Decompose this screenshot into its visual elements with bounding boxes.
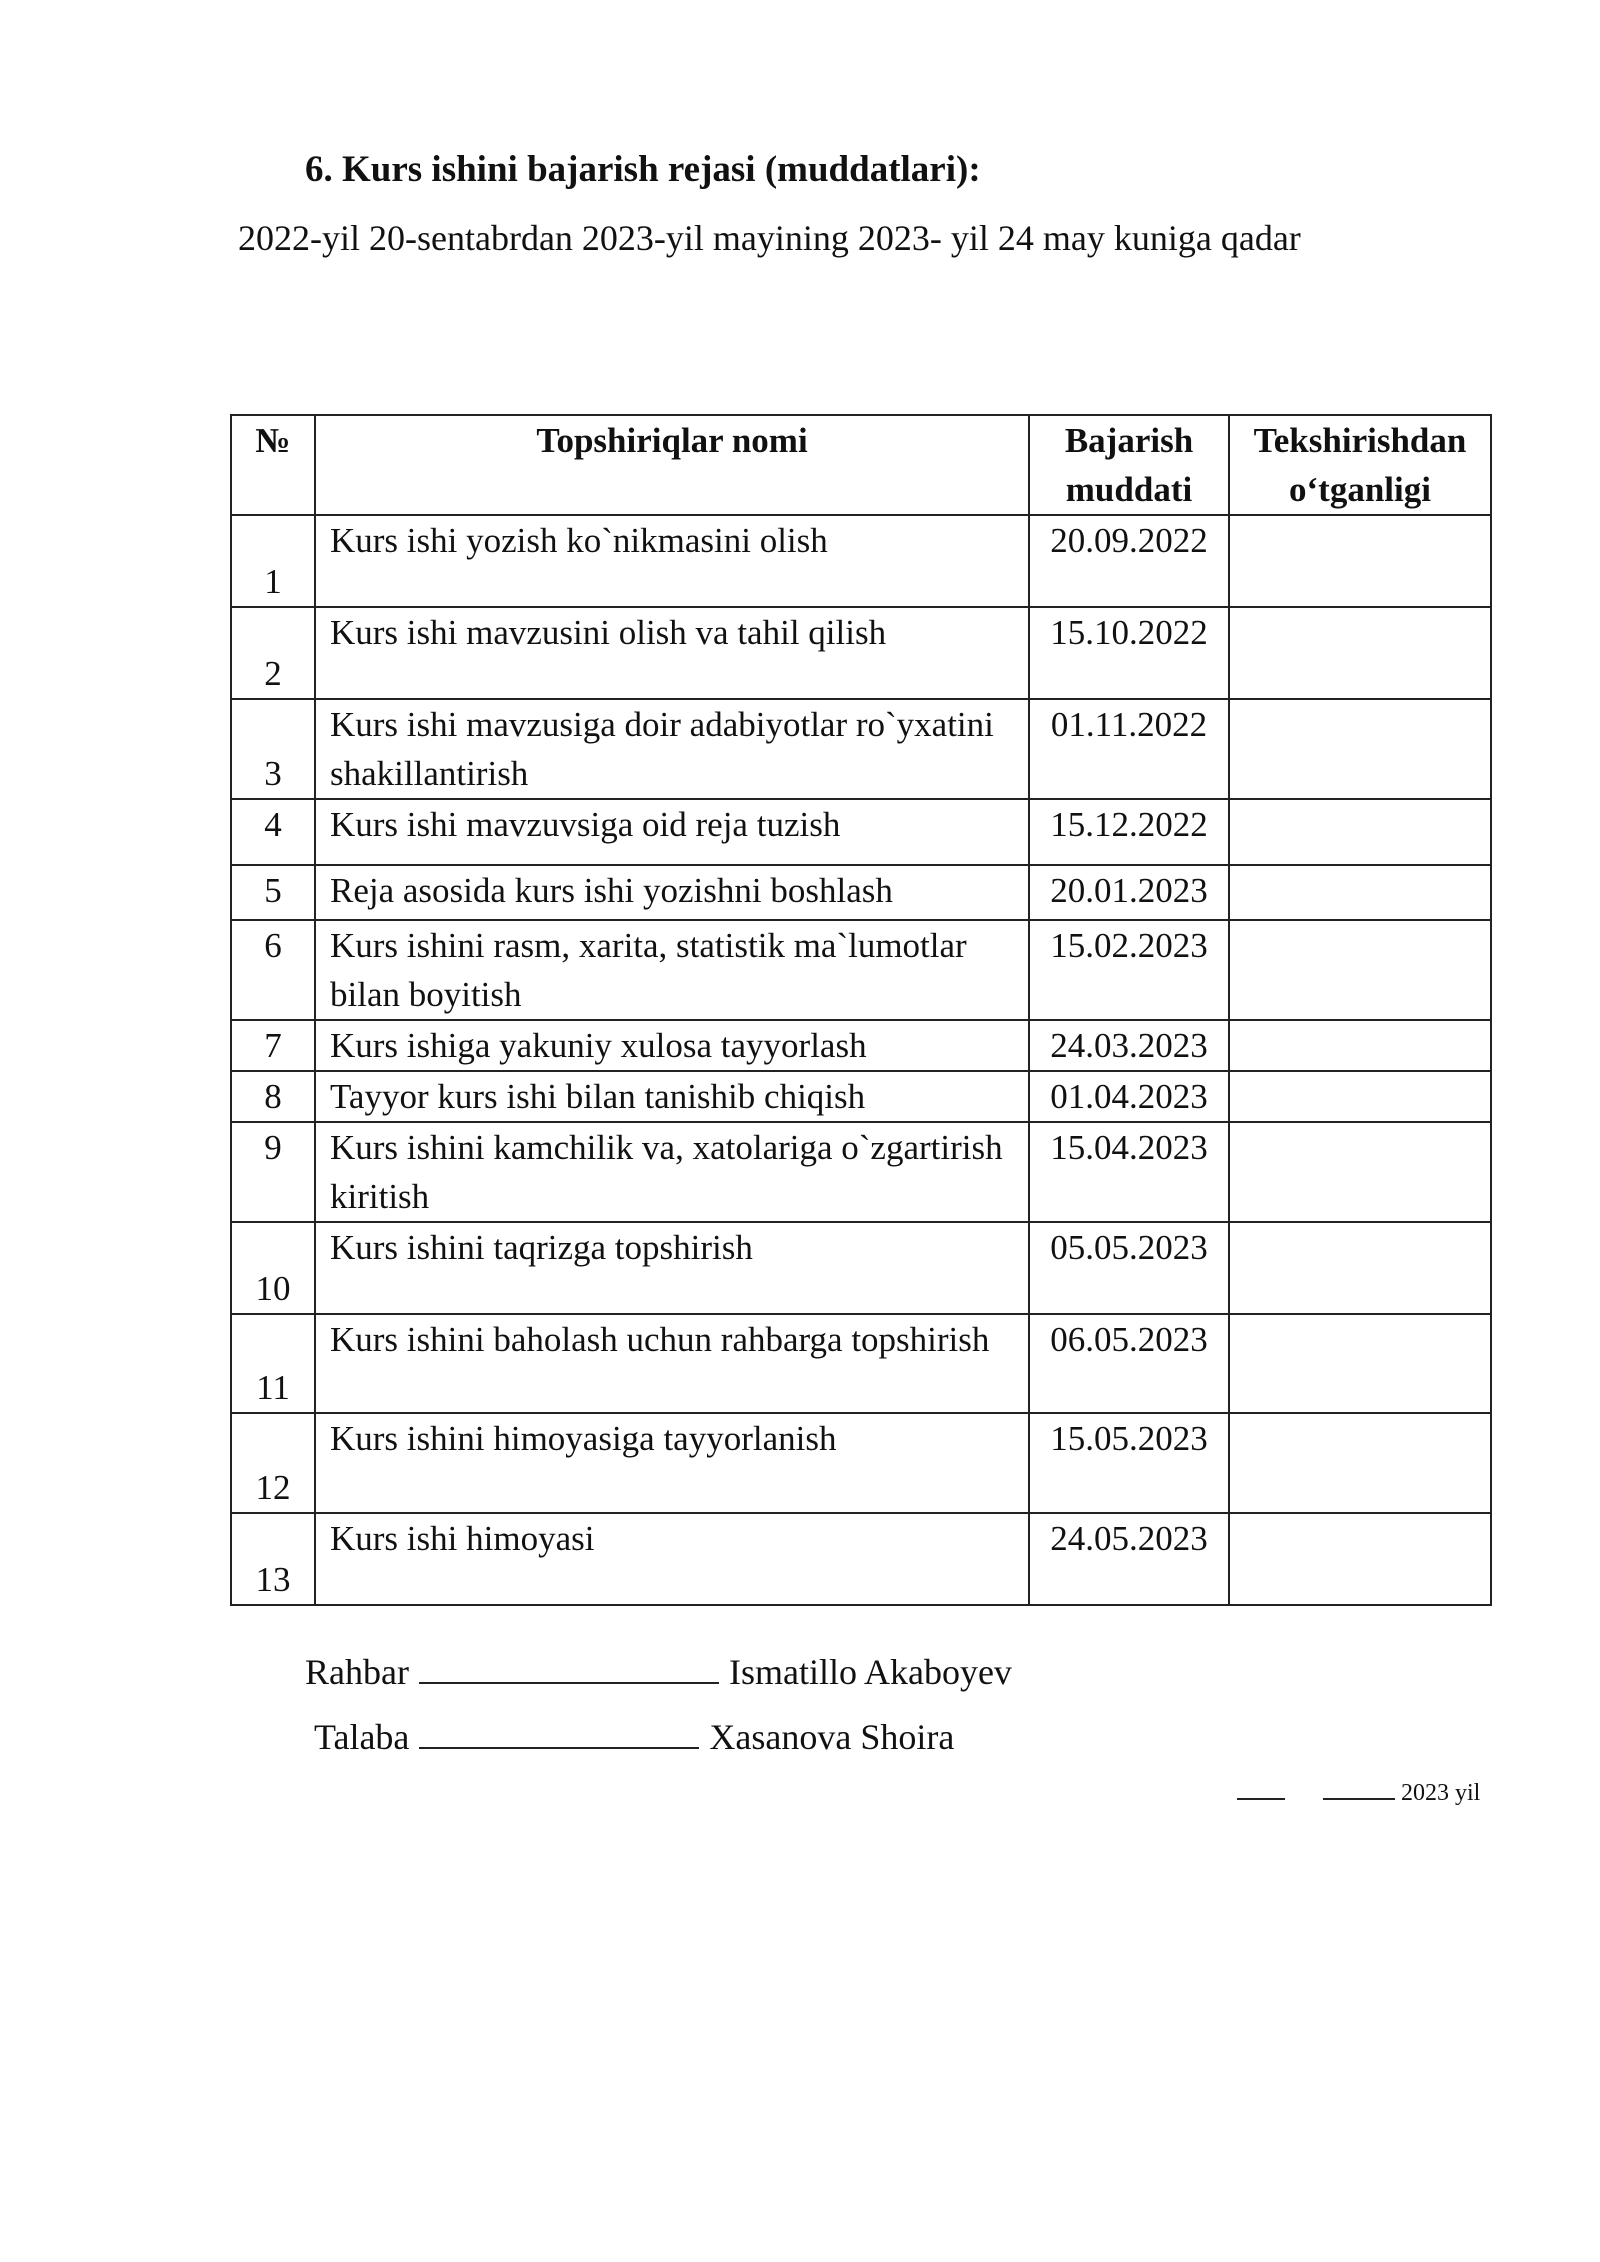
section-heading: 6. Kurs ishini bajarish rejasi (muddatlari): <box>305 149 981 190</box>
row-deadline: 15.10.2022 <box>1029 607 1229 699</box>
row-number: 13 <box>231 1513 315 1605</box>
row-deadline: 01.04.2023 <box>1029 1071 1229 1122</box>
table-row <box>231 920 1491 1020</box>
header-deadline <box>1029 415 1229 515</box>
row-task-name: Kurs ishini baholash uchun rahbarga topshirish <box>315 1314 1029 1413</box>
plan-table <box>230 414 1492 1606</box>
row-number: 3 <box>231 699 315 799</box>
header-checked <box>1229 415 1491 515</box>
header-checked-line2: o‘tganligi <box>1289 470 1431 509</box>
row-number: 5 <box>231 865 315 920</box>
row-checked <box>1229 1314 1491 1413</box>
row-deadline: 24.03.2023 <box>1029 1020 1229 1071</box>
row-checked <box>1229 1513 1491 1605</box>
row-deadline: 15.04.2023 <box>1029 1122 1229 1222</box>
table-row <box>231 865 1491 920</box>
row-deadline: 06.05.2023 <box>1029 1314 1229 1413</box>
row-number: 12 <box>231 1413 315 1513</box>
row-task-name: Kurs ishi himoyasi <box>315 1513 1029 1605</box>
table-row <box>231 1413 1491 1513</box>
row-deadline: 15.02.2023 <box>1029 920 1229 1020</box>
table-row <box>231 1020 1491 1071</box>
table-row <box>231 1122 1491 1222</box>
row-number: 7 <box>231 1020 315 1071</box>
row-checked <box>1229 699 1491 799</box>
table-row <box>231 699 1491 799</box>
row-checked <box>1229 1413 1491 1513</box>
row-deadline: 15.05.2023 <box>1029 1413 1229 1513</box>
row-task-name: Kurs ishini kamchilik va, xatolariga o`zgartirish kiritish <box>315 1122 1029 1222</box>
row-checked <box>1229 1222 1491 1314</box>
row-checked <box>1229 1020 1491 1071</box>
row-deadline: 15.12.2022 <box>1029 799 1229 865</box>
row-checked <box>1229 515 1491 607</box>
student-label: Talaba <box>314 1717 410 1757</box>
row-checked <box>1229 865 1491 920</box>
student-signature-line <box>314 1713 954 1758</box>
supervisor-signature-line <box>305 1648 1012 1693</box>
row-task-name: Kurs ishi mavzuvsiga oid reja tuzish <box>315 799 1029 865</box>
year-text: 2023 yil <box>1401 1780 1481 1806</box>
row-deadline: 20.01.2023 <box>1029 865 1229 920</box>
row-checked <box>1229 1071 1491 1122</box>
header-task-name: Topshiriqlar nomi <box>315 415 1029 515</box>
table-header-row <box>231 415 1491 515</box>
row-deadline: 24.05.2023 <box>1029 1513 1229 1605</box>
row-checked <box>1229 920 1491 1020</box>
row-task-name: Kurs ishini himoyasiga tayyorlanish <box>315 1413 1029 1513</box>
table-row <box>231 799 1491 865</box>
row-deadline: 01.11.2022 <box>1029 699 1229 799</box>
table-row <box>231 515 1491 607</box>
row-checked <box>1229 1122 1491 1222</box>
table-row <box>231 1314 1491 1413</box>
row-number: 8 <box>231 1071 315 1122</box>
table-row <box>231 1071 1491 1122</box>
row-task-name: Reja asosida kurs ishi yozishni boshlash <box>315 865 1029 920</box>
row-task-name: Kurs ishini taqrizga topshirish <box>315 1222 1029 1314</box>
row-deadline: 20.09.2022 <box>1029 515 1229 607</box>
row-checked <box>1229 799 1491 865</box>
row-task-name: Kurs ishi yozish ko`nikmasini olish <box>315 515 1029 607</box>
row-number: 9 <box>231 1122 315 1222</box>
period-text: 2022-yil 20-sentabrdan 2023-yil mayining 2023- yil 24 may kuniga qadar <box>238 218 1301 258</box>
row-task-name: Kurs ishini rasm, xarita, statistik ma`lumotlar bilan boyitish <box>315 920 1029 1020</box>
header-checked-line1: Tekshirishdan <box>1253 421 1467 460</box>
row-task-name: Kurs ishi mavzusiga doir adabiyotlar ro`yxatini shakillantirish <box>315 699 1029 799</box>
row-number: 2 <box>231 607 315 699</box>
supervisor-name: Ismatillo Akaboyev <box>728 1652 1012 1692</box>
row-number: 4 <box>231 799 315 865</box>
table-row <box>231 1513 1491 1605</box>
row-checked <box>1229 607 1491 699</box>
header-deadline-line2: muddati <box>1065 470 1193 509</box>
row-number: 6 <box>231 920 315 1020</box>
row-deadline: 05.05.2023 <box>1029 1222 1229 1314</box>
table-row <box>231 607 1491 699</box>
row-number: 1 <box>231 515 315 607</box>
supervisor-label: Rahbar <box>305 1652 409 1692</box>
row-number: 10 <box>231 1222 315 1314</box>
student-signature-blank <box>419 1713 699 1749</box>
month-blank <box>1323 1778 1395 1800</box>
table-row <box>231 1222 1491 1314</box>
header-number: № <box>231 415 315 515</box>
row-task-name: Kurs ishiga yakuniy xulosa tayyorlash <box>315 1020 1029 1071</box>
student-name: Xasanova Shoira <box>709 1717 955 1757</box>
header-deadline-line1: Bajarish <box>1064 421 1194 460</box>
signing-date <box>1237 1778 1480 1807</box>
day-blank <box>1237 1778 1285 1800</box>
row-task-name: Tayyor kurs ishi bilan tanishib chiqish <box>315 1071 1029 1122</box>
row-number: 11 <box>231 1314 315 1413</box>
row-task-name: Kurs ishi mavzusini olish va tahil qilish <box>315 607 1029 699</box>
supervisor-signature-blank <box>419 1648 719 1684</box>
